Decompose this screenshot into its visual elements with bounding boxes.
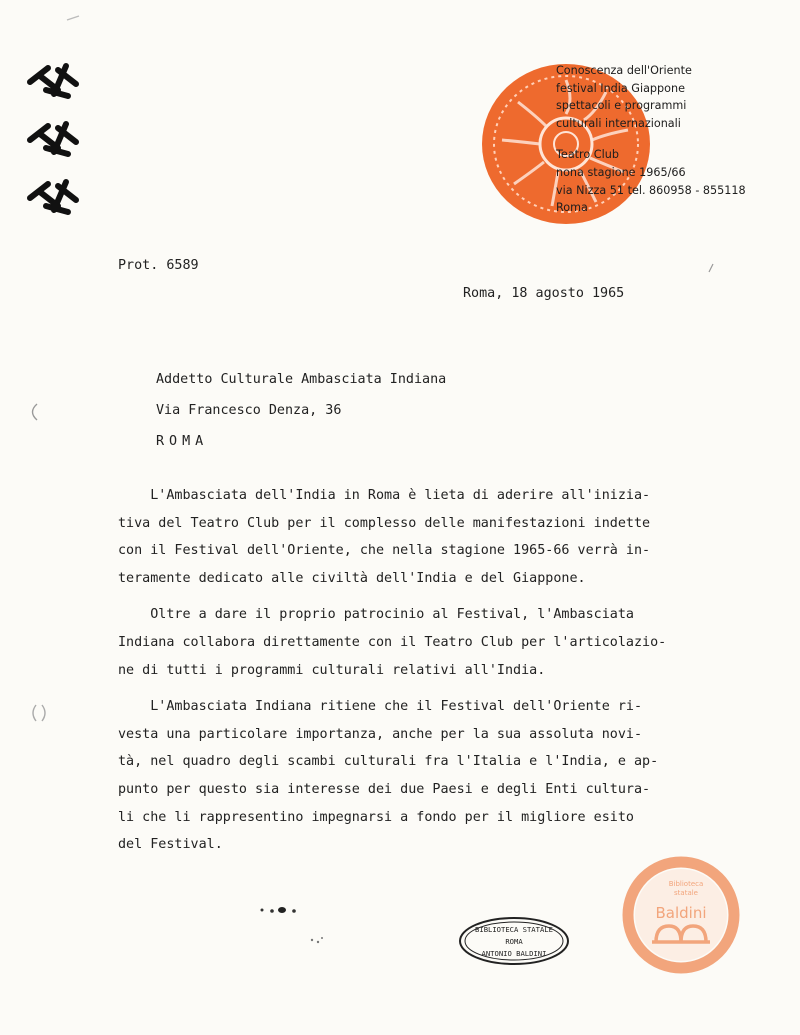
body-line: con il Festival dell'Oriente, che nella stagione 1965-66 verrà in- [118,543,651,559]
letterhead-line: festival India Giappone [556,81,685,95]
body-line: del Festival. [118,837,223,853]
letterhead-line: culturali internazionali [556,116,681,130]
body-line: vesta una particolare importanza, anche per la sua assoluta novi- [118,726,643,742]
letterhead-line: nona stagione 1965/66 [556,165,686,179]
watermark-name: Baldini [655,904,707,922]
letterhead-line: Teatro Club [556,148,619,162]
body-line: li che li rappresentino impegnarsi a fondo per il migliore esito [118,809,634,825]
recipient-address [156,370,446,463]
place-date: Roma, 18 agosto 1965 [463,286,625,301]
side-logo-glyphs [18,60,88,230]
ink-speck [66,14,80,22]
body-line: tiva del Teatro Club per il complesso delle manifestazioni indette [118,515,651,531]
letterhead-line: spettacoli e programmi [556,99,687,113]
stamp-line-2: ROMA [505,937,523,946]
body-line: teramente dedicato alle civiltà dell'India e del Giappone. [118,570,586,586]
punch-hole-mark [28,702,50,724]
paragraph-1 [118,482,678,592]
body-line: L'Ambasciata Indiana ritiene che il Festival dell'Oriente ri- [118,699,643,715]
paragraph-3 [118,693,678,859]
paragraph-2 [118,601,678,684]
recipient-city: ROMA [156,434,209,449]
ink-dots [252,902,332,948]
letterhead [556,62,796,217]
protocol-number: Prot. 6589 [118,258,199,273]
body-line: L'Ambasciata dell'India in Roma è lieta di aderire all'inizia- [118,488,651,503]
body-line: ne di tutti i programmi culturali relativi all'India. [118,662,546,678]
body-line: punto per questo sia interesse dei due Paesi e degli Enti cultura- [118,781,651,797]
baldini-watermark [622,856,740,974]
body-line: tà, nel quadro degli scambi culturali fra l'Italia e l'India, e ap- [118,754,659,770]
letter-body [118,482,678,868]
watermark-small-2: statale [674,889,698,897]
watermark-small-1: Biblioteca [668,880,704,888]
body-line: Indiana collabora direttamente con il Teatro Club per l'articolazio- [118,634,667,650]
stamp-line-1: BIBLIOTECA STATALE [475,925,553,934]
recipient-line-2: Via Francesco Denza, 36 [156,403,342,418]
stamp-line-3: ANTONIO BALDINI [481,949,547,958]
letterhead-line: Conoscenza dell'Oriente [556,64,692,77]
letterhead-line: Roma [556,201,588,215]
letterhead-line: via Nizza 51 tel. 860958 - 855118 [556,183,746,197]
library-stamp [458,916,570,966]
recipient-line-1: Addetto Culturale Ambasciata Indiana [156,372,447,387]
body-line: Oltre a dare il proprio patrocinio al Festival, l'Ambasciata [118,607,634,623]
ink-speck [706,262,716,274]
punch-hole-mark [26,402,40,422]
